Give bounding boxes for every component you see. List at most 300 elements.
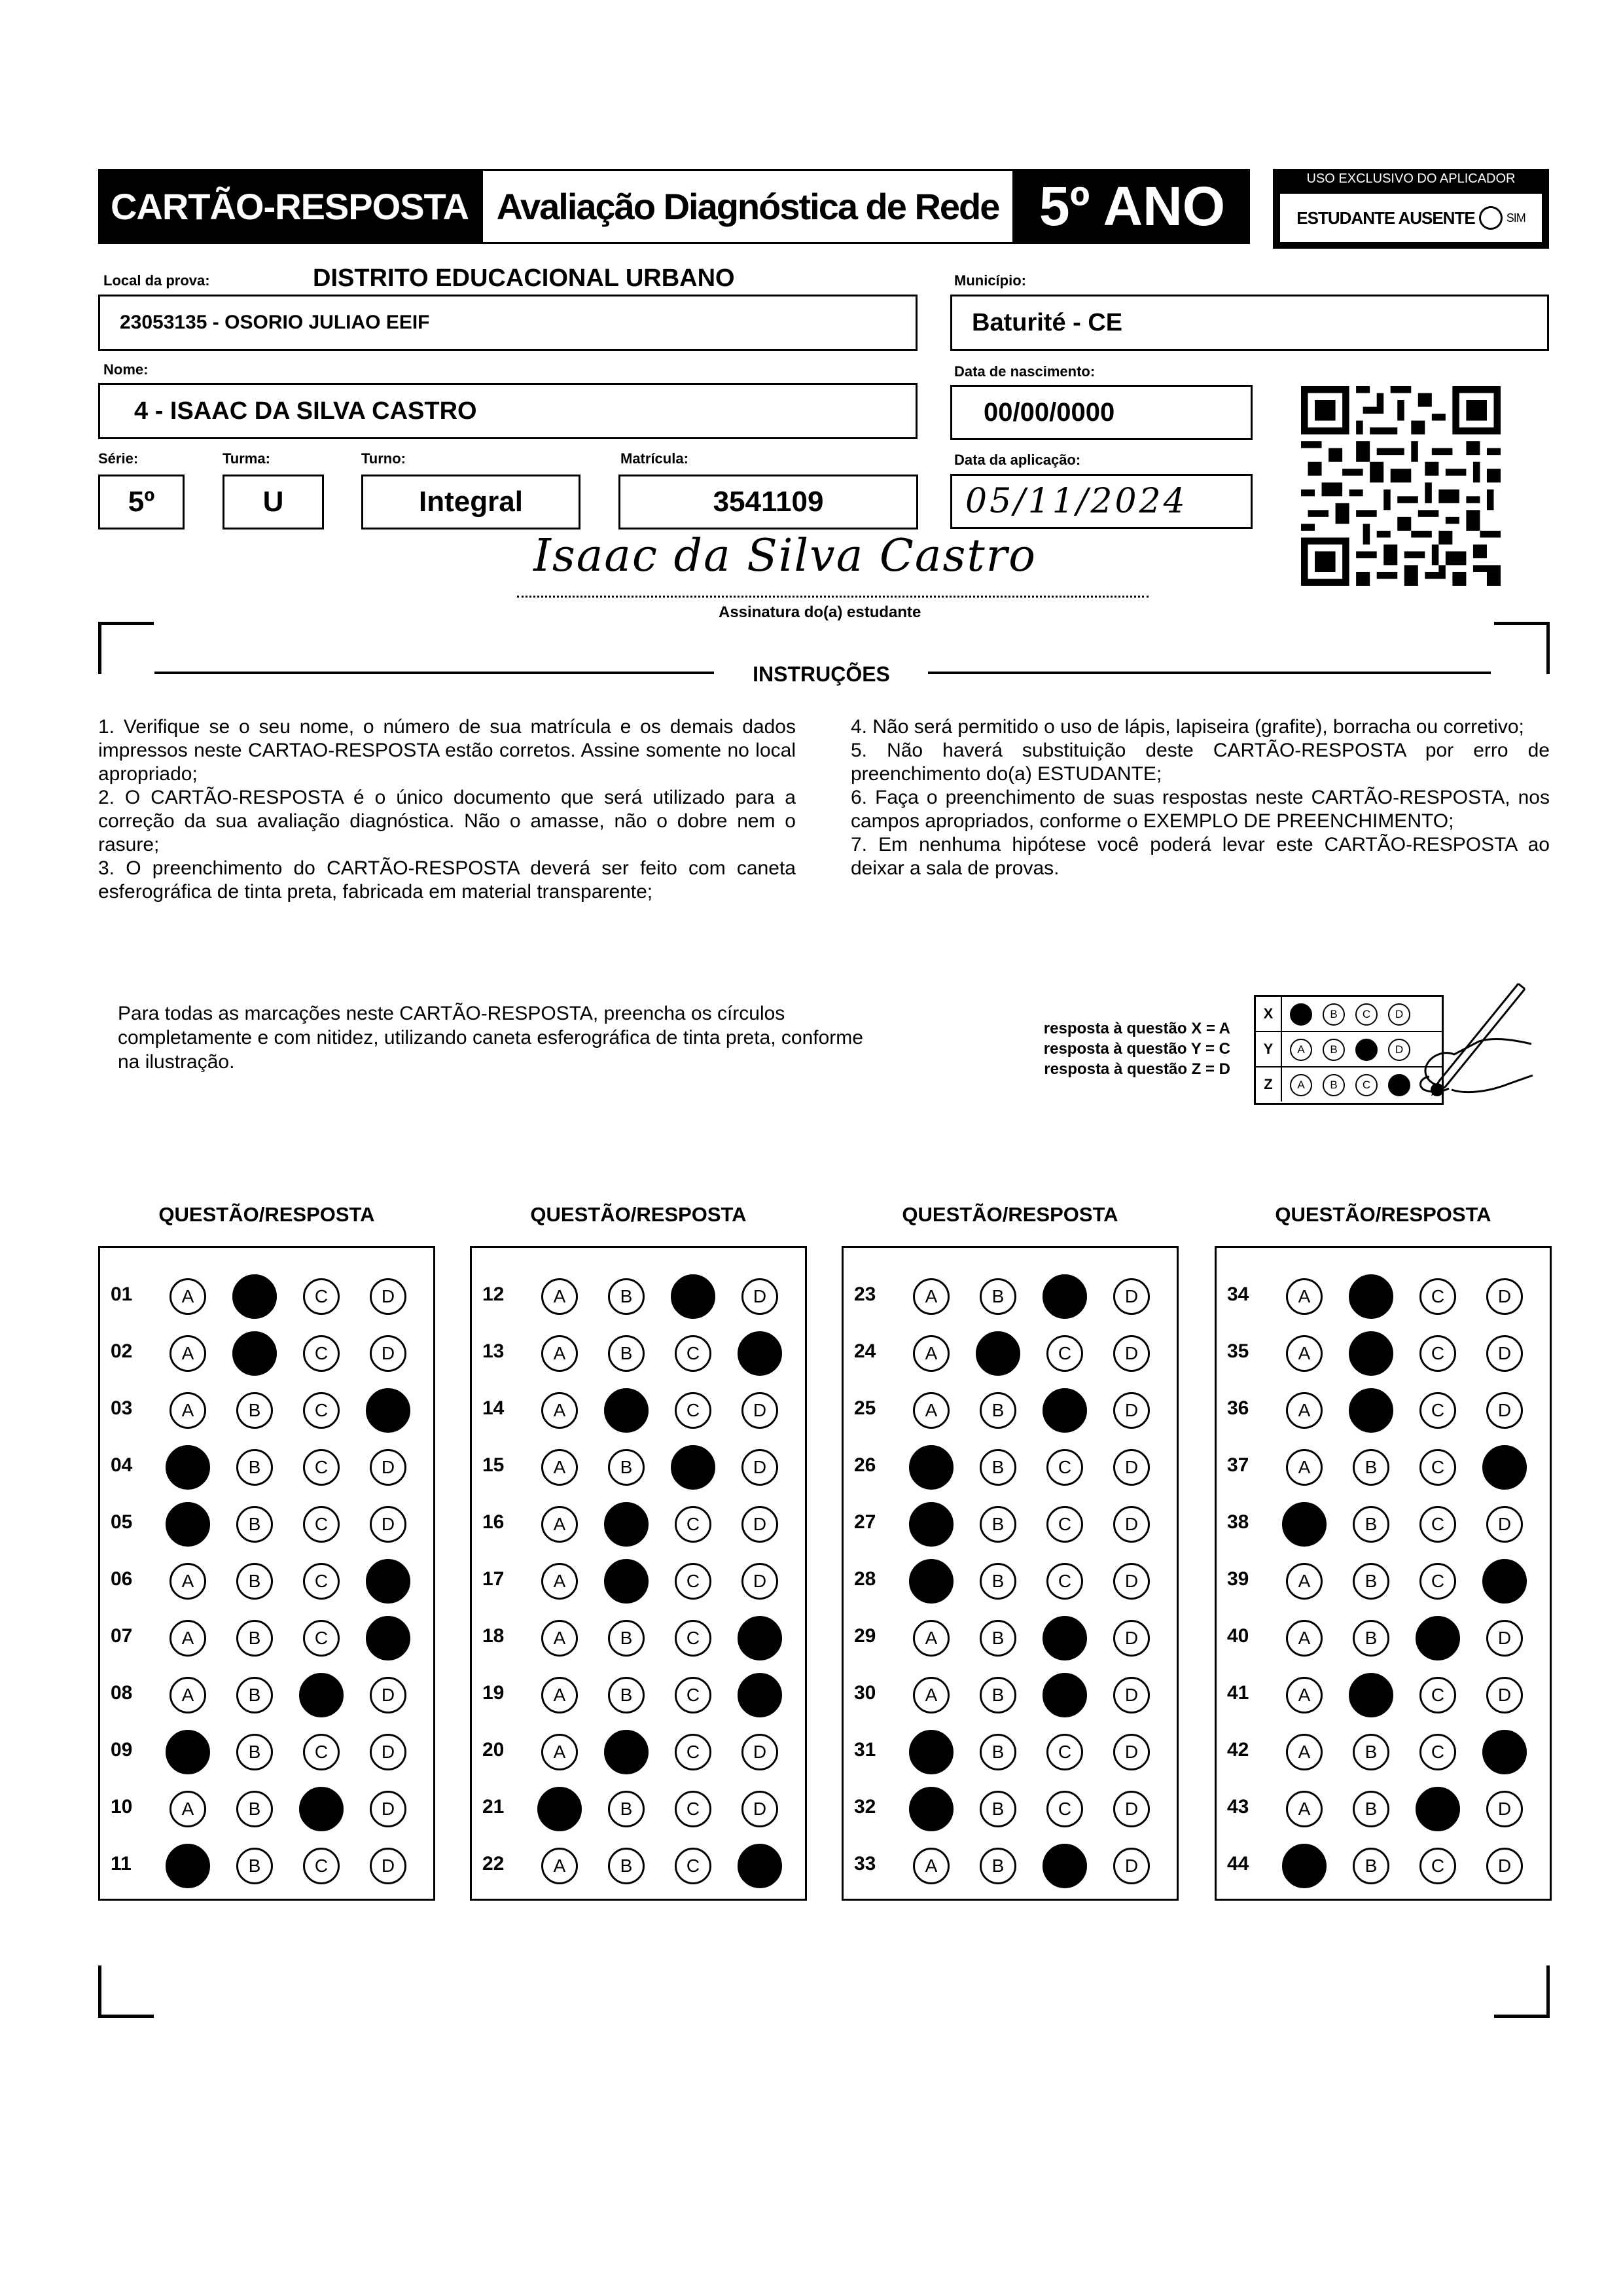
question-row [844,1331,1177,1377]
question-number: 04 [111,1454,133,1476]
answer-bubble-b[interactable]: B [608,1449,645,1486]
question-row [472,1274,805,1320]
question-number: 37 [1227,1454,1249,1476]
answer-bubble-d[interactable]: D [1486,1620,1523,1657]
question-number: 22 [482,1853,505,1874]
answer-bubble-c[interactable]: C [675,1734,711,1770]
answer-bubble-a[interactable]: A [913,1848,950,1884]
answer-bubble-d[interactable]: D [1113,1278,1150,1315]
answer-bubble-a[interactable]: A [169,1392,206,1429]
answer-bubble-b[interactable]: B [980,1563,1016,1600]
answer-bubble-b[interactable] [976,1331,1020,1376]
answer-bubble-c[interactable]: C [303,1848,340,1884]
answer-bubble-c[interactable]: C [1419,1563,1456,1600]
answer-bubble-d[interactable]: D [370,1734,406,1770]
answer-bubble-b[interactable] [604,1730,649,1774]
answer-bubble-a[interactable]: A [169,1620,206,1657]
turma-value: U [262,486,284,518]
answer-bubble-d[interactable]: D [370,1848,406,1884]
answer-bubble-d[interactable]: D [1486,1335,1523,1372]
turno-field [361,475,580,529]
answer-bubble-b[interactable]: B [236,1392,273,1429]
answer-bubble-a[interactable]: A [1286,1677,1323,1713]
answer-bubble-b[interactable] [1349,1673,1393,1717]
example-bubble-c: C [1355,1074,1378,1096]
question-row [1217,1445,1550,1491]
answer-bubble-d[interactable]: D [370,1677,406,1713]
grade-label: 5º ANO [1014,169,1250,244]
answer-bubble-c[interactable]: C [303,1449,340,1486]
answer-bubble-b[interactable]: B [1353,1734,1389,1770]
answer-bubble-c[interactable] [1043,1616,1087,1660]
corner-mark-bottom-left [98,1965,154,2018]
question-row [472,1388,805,1434]
answer-bubble-c[interactable]: C [1046,1506,1083,1543]
answer-bubble-a[interactable]: A [1286,1563,1323,1600]
answer-bubble-b[interactable]: B [236,1677,273,1713]
answer-bubble-a[interactable] [909,1445,954,1490]
example-row-label: X [1256,997,1282,1031]
question-row [844,1559,1177,1605]
answer-bubble-a[interactable] [166,1445,210,1490]
serie-field [98,475,185,529]
answer-bubble-a[interactable]: A [1286,1449,1323,1486]
answer-bubble-a[interactable] [166,1844,210,1888]
question-number: 24 [854,1340,876,1362]
answer-bubble-b[interactable]: B [608,1278,645,1315]
question-number: 36 [1227,1397,1249,1419]
answer-bubble-d[interactable]: D [1486,1848,1523,1884]
answer-bubble-c[interactable]: C [303,1392,340,1429]
answer-bubble-a[interactable]: A [541,1734,578,1770]
answer-bubble-d[interactable]: D [741,1449,778,1486]
question-row [100,1502,433,1548]
answer-bubble-a[interactable]: A [541,1449,578,1486]
matricula-field [618,475,918,529]
question-number: 21 [482,1796,505,1818]
answer-bubble-b[interactable]: B [236,1620,273,1657]
answer-bubble-d[interactable]: D [741,1563,778,1600]
answer-bubble-d[interactable] [738,1844,782,1888]
answer-bubble-c[interactable] [1043,1673,1087,1717]
question-number: 31 [854,1739,876,1761]
answer-bubble-c[interactable] [299,1673,344,1717]
answer-bubble-d[interactable]: D [1113,1392,1150,1429]
answer-bubble-a[interactable]: A [541,1563,578,1600]
answer-block [842,1246,1179,1901]
answer-bubble-a[interactable]: A [1286,1278,1323,1315]
answer-bubble-b[interactable]: B [236,1734,273,1770]
turno-value: Integral [419,486,523,518]
instruction-item: 3. O preenchimento do CARTÃO-RESPOSTA deverá ser feito com caneta esferográfica de tinta preta, fabricada em material transparente; [98,857,796,903]
corner-mark-top-right [1494,622,1550,674]
question-row [472,1331,805,1377]
answer-bubble-d[interactable] [1482,1730,1527,1774]
example-bubble-a [1290,1003,1312,1026]
question-number: 23 [854,1283,876,1305]
question-row [844,1388,1177,1434]
answer-bubble-c[interactable]: C [1046,1335,1083,1372]
answer-bubble-b[interactable]: B [236,1506,273,1543]
answer-bubble-b[interactable]: B [980,1620,1016,1657]
answer-bubble-c[interactable] [299,1787,344,1831]
answer-bubble-d[interactable]: D [1113,1506,1150,1543]
answer-bubble-c[interactable]: C [303,1506,340,1543]
answer-bubble-c[interactable]: C [675,1563,711,1600]
answer-bubble-a[interactable]: A [541,1392,578,1429]
answer-bubble-a[interactable] [1282,1502,1327,1547]
answer-bubble-b[interactable]: B [1353,1563,1389,1600]
answer-bubble-c[interactable]: C [1046,1449,1083,1486]
answer-bubble-d[interactable]: D [741,1506,778,1543]
answer-bubble-b[interactable]: B [980,1677,1016,1713]
answer-bubble-d[interactable]: D [1113,1335,1150,1372]
answer-bubble-b[interactable]: B [980,1734,1016,1770]
answer-bubble-b[interactable]: B [1353,1449,1389,1486]
answer-bubble-a[interactable] [1282,1844,1327,1888]
question-number: 15 [482,1454,505,1476]
example-legend-line: resposta à questão X = A [1043,1020,1230,1037]
question-number: 09 [111,1739,133,1761]
block-title: QUESTÃO/RESPOSTA [902,1203,1118,1226]
question-row [100,1388,433,1434]
answer-bubble-c[interactable]: C [1419,1392,1456,1429]
instructions-rule-right [928,672,1491,674]
local-value: 23053135 - OSORIO JULIAO EEIF [120,312,430,333]
question-number: 17 [482,1568,505,1590]
answer-bubble-c[interactable]: C [303,1278,340,1315]
answer-bubble-b[interactable] [1349,1388,1393,1433]
answer-bubble-b[interactable]: B [1353,1848,1389,1884]
question-row [844,1787,1177,1833]
question-number: 35 [1227,1340,1249,1362]
answer-bubble-a[interactable]: A [1286,1620,1323,1657]
answer-bubble-c[interactable]: C [303,1563,340,1600]
answer-bubble-d[interactable]: D [370,1449,406,1486]
question-number: 28 [854,1568,876,1590]
municipio-label: Município: [954,272,1026,289]
answer-bubble-a[interactable]: A [169,1677,206,1713]
answer-bubble-d[interactable]: D [1486,1506,1523,1543]
answer-bubble-b[interactable]: B [608,1677,645,1713]
signature-label: Assinatura do(a) estudante [719,603,921,621]
example-legend-line: resposta à questão Z = D [1044,1060,1230,1078]
absent-checkbox-row[interactable] [1280,194,1542,242]
local-district: DISTRITO EDUCACIONAL URBANO [313,264,735,292]
question-row [1217,1274,1550,1320]
answer-bubble-a[interactable]: A [169,1278,206,1315]
answer-bubble-b[interactable] [604,1502,649,1547]
answer-bubble-b[interactable]: B [980,1848,1016,1884]
example-legend [942,1018,1230,1079]
answer-bubble-d[interactable]: D [1486,1791,1523,1827]
aplicacao-label: Data da aplicação: [954,452,1081,468]
answer-bubble-c[interactable]: C [1419,1677,1456,1713]
answer-bubble-a[interactable] [166,1502,210,1547]
answer-bubble-d[interactable]: D [1113,1620,1150,1657]
answer-bubble-a[interactable] [909,1502,954,1547]
question-row [100,1673,433,1719]
question-row [100,1274,433,1320]
answer-bubble-c[interactable]: C [303,1734,340,1770]
answer-bubble-d[interactable]: D [370,1791,406,1827]
answer-bubble-c[interactable]: C [1046,1734,1083,1770]
answer-bubble-d[interactable]: D [1113,1677,1150,1713]
answer-bubble-a[interactable]: A [541,1506,578,1543]
question-number: 34 [1227,1283,1249,1305]
answer-bubble-d[interactable]: D [370,1278,406,1315]
answer-bubble-c[interactable] [1416,1616,1460,1660]
answer-bubble-c[interactable] [671,1274,715,1319]
answer-bubble-c[interactable]: C [675,1677,711,1713]
answer-bubble-d[interactable]: D [1113,1791,1150,1827]
answer-bubble-b[interactable]: B [980,1449,1016,1486]
example-row-label: Y [1256,1032,1282,1066]
answer-bubble-a[interactable]: A [169,1791,206,1827]
question-row [100,1559,433,1605]
answer-bubble-d[interactable]: D [1113,1449,1150,1486]
answer-bubble-b[interactable]: B [236,1791,273,1827]
answer-bubble-d[interactable] [738,1616,782,1660]
question-row [472,1787,805,1833]
instruction-item: 4. Não será permitido o uso de lápis, lapiseira (grafite), borracha ou corretivo; [851,716,1524,738]
answer-bubble-a[interactable]: A [1286,1791,1323,1827]
nome-field [98,383,918,439]
question-row [472,1673,805,1719]
answer-bubble-d[interactable]: D [1113,1848,1150,1884]
question-number: 08 [111,1682,133,1704]
pen-hand-icon [1381,978,1538,1109]
question-number: 13 [482,1340,505,1362]
answer-bubble-a[interactable]: A [169,1335,206,1372]
question-number: 14 [482,1397,505,1419]
answer-bubble-b[interactable] [1349,1331,1393,1376]
answer-bubble-b[interactable]: B [608,1791,645,1827]
matricula-value: 3541109 [713,486,824,518]
answer-bubble-d[interactable] [366,1559,410,1604]
question-row [844,1844,1177,1890]
answer-bubble-d[interactable]: D [1113,1734,1150,1770]
answer-bubble-c[interactable]: C [675,1791,711,1827]
question-number: 40 [1227,1625,1249,1647]
instructions-left-column [98,715,796,904]
answer-bubble-b[interactable] [1349,1274,1393,1319]
answer-bubble-d[interactable] [366,1616,410,1660]
serie-label: Série: [98,450,139,467]
answer-bubble-b[interactable]: B [1353,1506,1389,1543]
corner-mark-top-left [98,622,154,674]
answer-bubble-c[interactable]: C [1419,1335,1456,1372]
applicator-title: USO EXCLUSIVO DO APLICADOR [1306,171,1516,186]
local-field [98,295,918,351]
answer-bubble-a[interactable]: A [541,1677,578,1713]
answer-bubble-d[interactable]: D [741,1791,778,1827]
question-row [1217,1559,1550,1605]
answer-bubble-d[interactable]: D [741,1278,778,1315]
answer-bubble-a[interactable]: A [1286,1392,1323,1429]
answer-bubble-a[interactable]: A [541,1848,578,1884]
answer-bubble-b[interactable]: B [980,1392,1016,1429]
block-title: QUESTÃO/RESPOSTA [530,1203,747,1226]
answer-bubble-b[interactable]: B [980,1278,1016,1315]
local-label: Local da prova: [103,272,210,289]
aplicacao-value: 05/11/2024 [965,482,1188,521]
answer-bubble-d[interactable] [738,1673,782,1717]
municipio-field [950,295,1549,351]
answer-bubble-b[interactable]: B [236,1848,273,1884]
instructions-right-column [851,715,1550,880]
answer-bubble-a[interactable]: A [1286,1734,1323,1770]
answer-bubble-a[interactable]: A [541,1620,578,1657]
answer-bubble-a[interactable] [909,1787,954,1831]
example-bubble-c [1355,1039,1378,1061]
question-number: 11 [111,1853,132,1874]
answer-bubble-b[interactable]: B [608,1620,645,1657]
turma-label: Turma: [223,450,270,467]
answer-bubble-d[interactable]: D [1486,1677,1523,1713]
answer-bubble-a[interactable]: A [913,1278,950,1315]
answer-bubble-b[interactable]: B [1353,1620,1389,1657]
absent-bubble[interactable] [1479,206,1503,230]
question-row [1217,1331,1550,1377]
answer-bubble-d[interactable] [1482,1445,1527,1490]
answer-bubble-a[interactable]: A [541,1335,578,1372]
answer-bubble-d[interactable]: D [741,1392,778,1429]
answer-bubble-b[interactable] [604,1388,649,1433]
example-bubble-d: D [1388,1003,1410,1026]
question-row [844,1502,1177,1548]
question-number: 26 [854,1454,876,1476]
answer-bubble-a[interactable]: A [913,1620,950,1657]
answer-bubble-c[interactable]: C [675,1848,711,1884]
question-number: 33 [854,1853,876,1874]
answer-bubble-b[interactable]: B [236,1449,273,1486]
answer-bubble-a[interactable]: A [913,1335,950,1372]
question-number: 32 [854,1796,876,1818]
answer-bubble-a[interactable] [166,1730,210,1774]
answer-bubble-b[interactable]: B [980,1506,1016,1543]
instructions-rule-left [154,672,714,674]
question-row [1217,1730,1550,1776]
question-row [1217,1502,1550,1548]
question-number: 01 [111,1283,133,1305]
question-row [1217,1844,1550,1890]
question-row [472,1502,805,1548]
answer-bubble-c[interactable] [671,1445,715,1490]
answer-bubble-d[interactable] [738,1331,782,1376]
answer-bubble-d[interactable]: D [1486,1278,1523,1315]
answer-bubble-c[interactable]: C [1046,1563,1083,1600]
turma-field [223,475,324,529]
question-number: 39 [1227,1568,1249,1590]
answer-bubble-c[interactable] [1043,1388,1087,1433]
question-number: 16 [482,1511,505,1533]
question-row [844,1445,1177,1491]
answer-bubble-a[interactable] [537,1787,582,1831]
question-number: 20 [482,1739,505,1761]
answer-bubble-b[interactable]: B [236,1563,273,1600]
answer-bubble-a[interactable] [909,1730,954,1774]
answer-bubble-c[interactable]: C [303,1620,340,1657]
question-number: 19 [482,1682,505,1704]
answer-bubble-c[interactable]: C [1419,1848,1456,1884]
answer-bubble-c[interactable] [1416,1787,1460,1831]
nascimento-field [950,385,1253,440]
answer-bubble-b[interactable]: B [1353,1791,1389,1827]
answer-bubble-d[interactable]: D [370,1506,406,1543]
answer-bubble-c[interactable]: C [1419,1449,1456,1486]
serie-value: 5º [128,486,155,518]
question-row [472,1844,805,1890]
question-row [844,1274,1177,1320]
answer-bubble-b[interactable] [232,1331,277,1376]
example-bubble-a: A [1290,1074,1312,1096]
answer-bubble-d[interactable]: D [741,1734,778,1770]
answer-bubble-c[interactable]: C [1046,1791,1083,1827]
instruction-item: 7. Em nenhuma hipótese você poderá levar este CARTÃO-RESPOSTA ao deixar a sala de provas. [851,834,1550,879]
answer-bubble-c[interactable]: C [675,1335,711,1372]
block-title: QUESTÃO/RESPOSTA [158,1203,375,1226]
answer-bubble-c[interactable] [1043,1274,1087,1319]
question-number: 44 [1227,1853,1249,1874]
question-number: 27 [854,1511,876,1533]
instructions-title: INSTRUÇÕES [753,662,890,686]
aplicacao-field [950,474,1253,529]
answer-bubble-a[interactable]: A [913,1392,950,1429]
fill-instruction-text: Para todas as marcações neste CARTÃO-RESPOSTA, preencha os círculos completamente e com nitidez, utilizando caneta esferográfica de tinta preta, conforme na ilustração. [118,1003,863,1073]
answer-bubble-c[interactable]: C [1419,1506,1456,1543]
answer-bubble-c[interactable]: C [675,1392,711,1429]
question-row [472,1730,805,1776]
exam-title: Avaliação Diagnóstica de Rede [481,169,1014,244]
answer-bubble-c[interactable] [1043,1844,1087,1888]
answer-bubble-d[interactable]: D [1113,1563,1150,1600]
answer-bubble-d[interactable] [1482,1559,1527,1604]
example-bubble-b: B [1323,1003,1345,1026]
answer-bubble-d[interactable]: D [370,1335,406,1372]
question-row [844,1616,1177,1662]
question-row [1217,1673,1550,1719]
answer-bubble-a[interactable]: A [169,1563,206,1600]
question-number: 42 [1227,1739,1249,1761]
question-row [472,1445,805,1491]
answer-bubble-c[interactable]: C [675,1620,711,1657]
answer-bubble-b[interactable]: B [608,1335,645,1372]
nome-label: Nome: [103,361,149,378]
answer-bubble-b[interactable]: B [980,1791,1016,1827]
answer-block [470,1246,807,1901]
answer-bubble-d[interactable] [366,1388,410,1433]
answer-bubble-c[interactable]: C [1419,1734,1456,1770]
answer-bubble-a[interactable]: A [1286,1335,1323,1372]
answer-bubble-b[interactable] [604,1559,649,1604]
answer-bubble-c[interactable]: C [303,1335,340,1372]
absent-option-label: SIM [1506,211,1525,224]
answer-bubble-c[interactable]: C [1419,1278,1456,1315]
answer-bubble-d[interactable]: D [1486,1392,1523,1429]
answer-bubble-b[interactable] [232,1274,277,1319]
answer-bubble-a[interactable]: A [913,1677,950,1713]
instruction-item: 2. O CARTÃO-RESPOSTA é o único documento que será utilizado para a correção da sua avaliação diagnóstica. Não o amasse, não o dobre nem o rasure; [98,787,796,855]
answer-bubble-b[interactable]: B [608,1848,645,1884]
answer-bubble-a[interactable] [909,1559,954,1604]
answer-bubble-a[interactable]: A [541,1278,578,1315]
question-row [1217,1388,1550,1434]
answer-block [98,1246,435,1901]
example-bubble-a: A [1290,1039,1312,1061]
example-row-label: Z [1256,1067,1282,1102]
answer-bubble-c[interactable]: C [675,1506,711,1543]
